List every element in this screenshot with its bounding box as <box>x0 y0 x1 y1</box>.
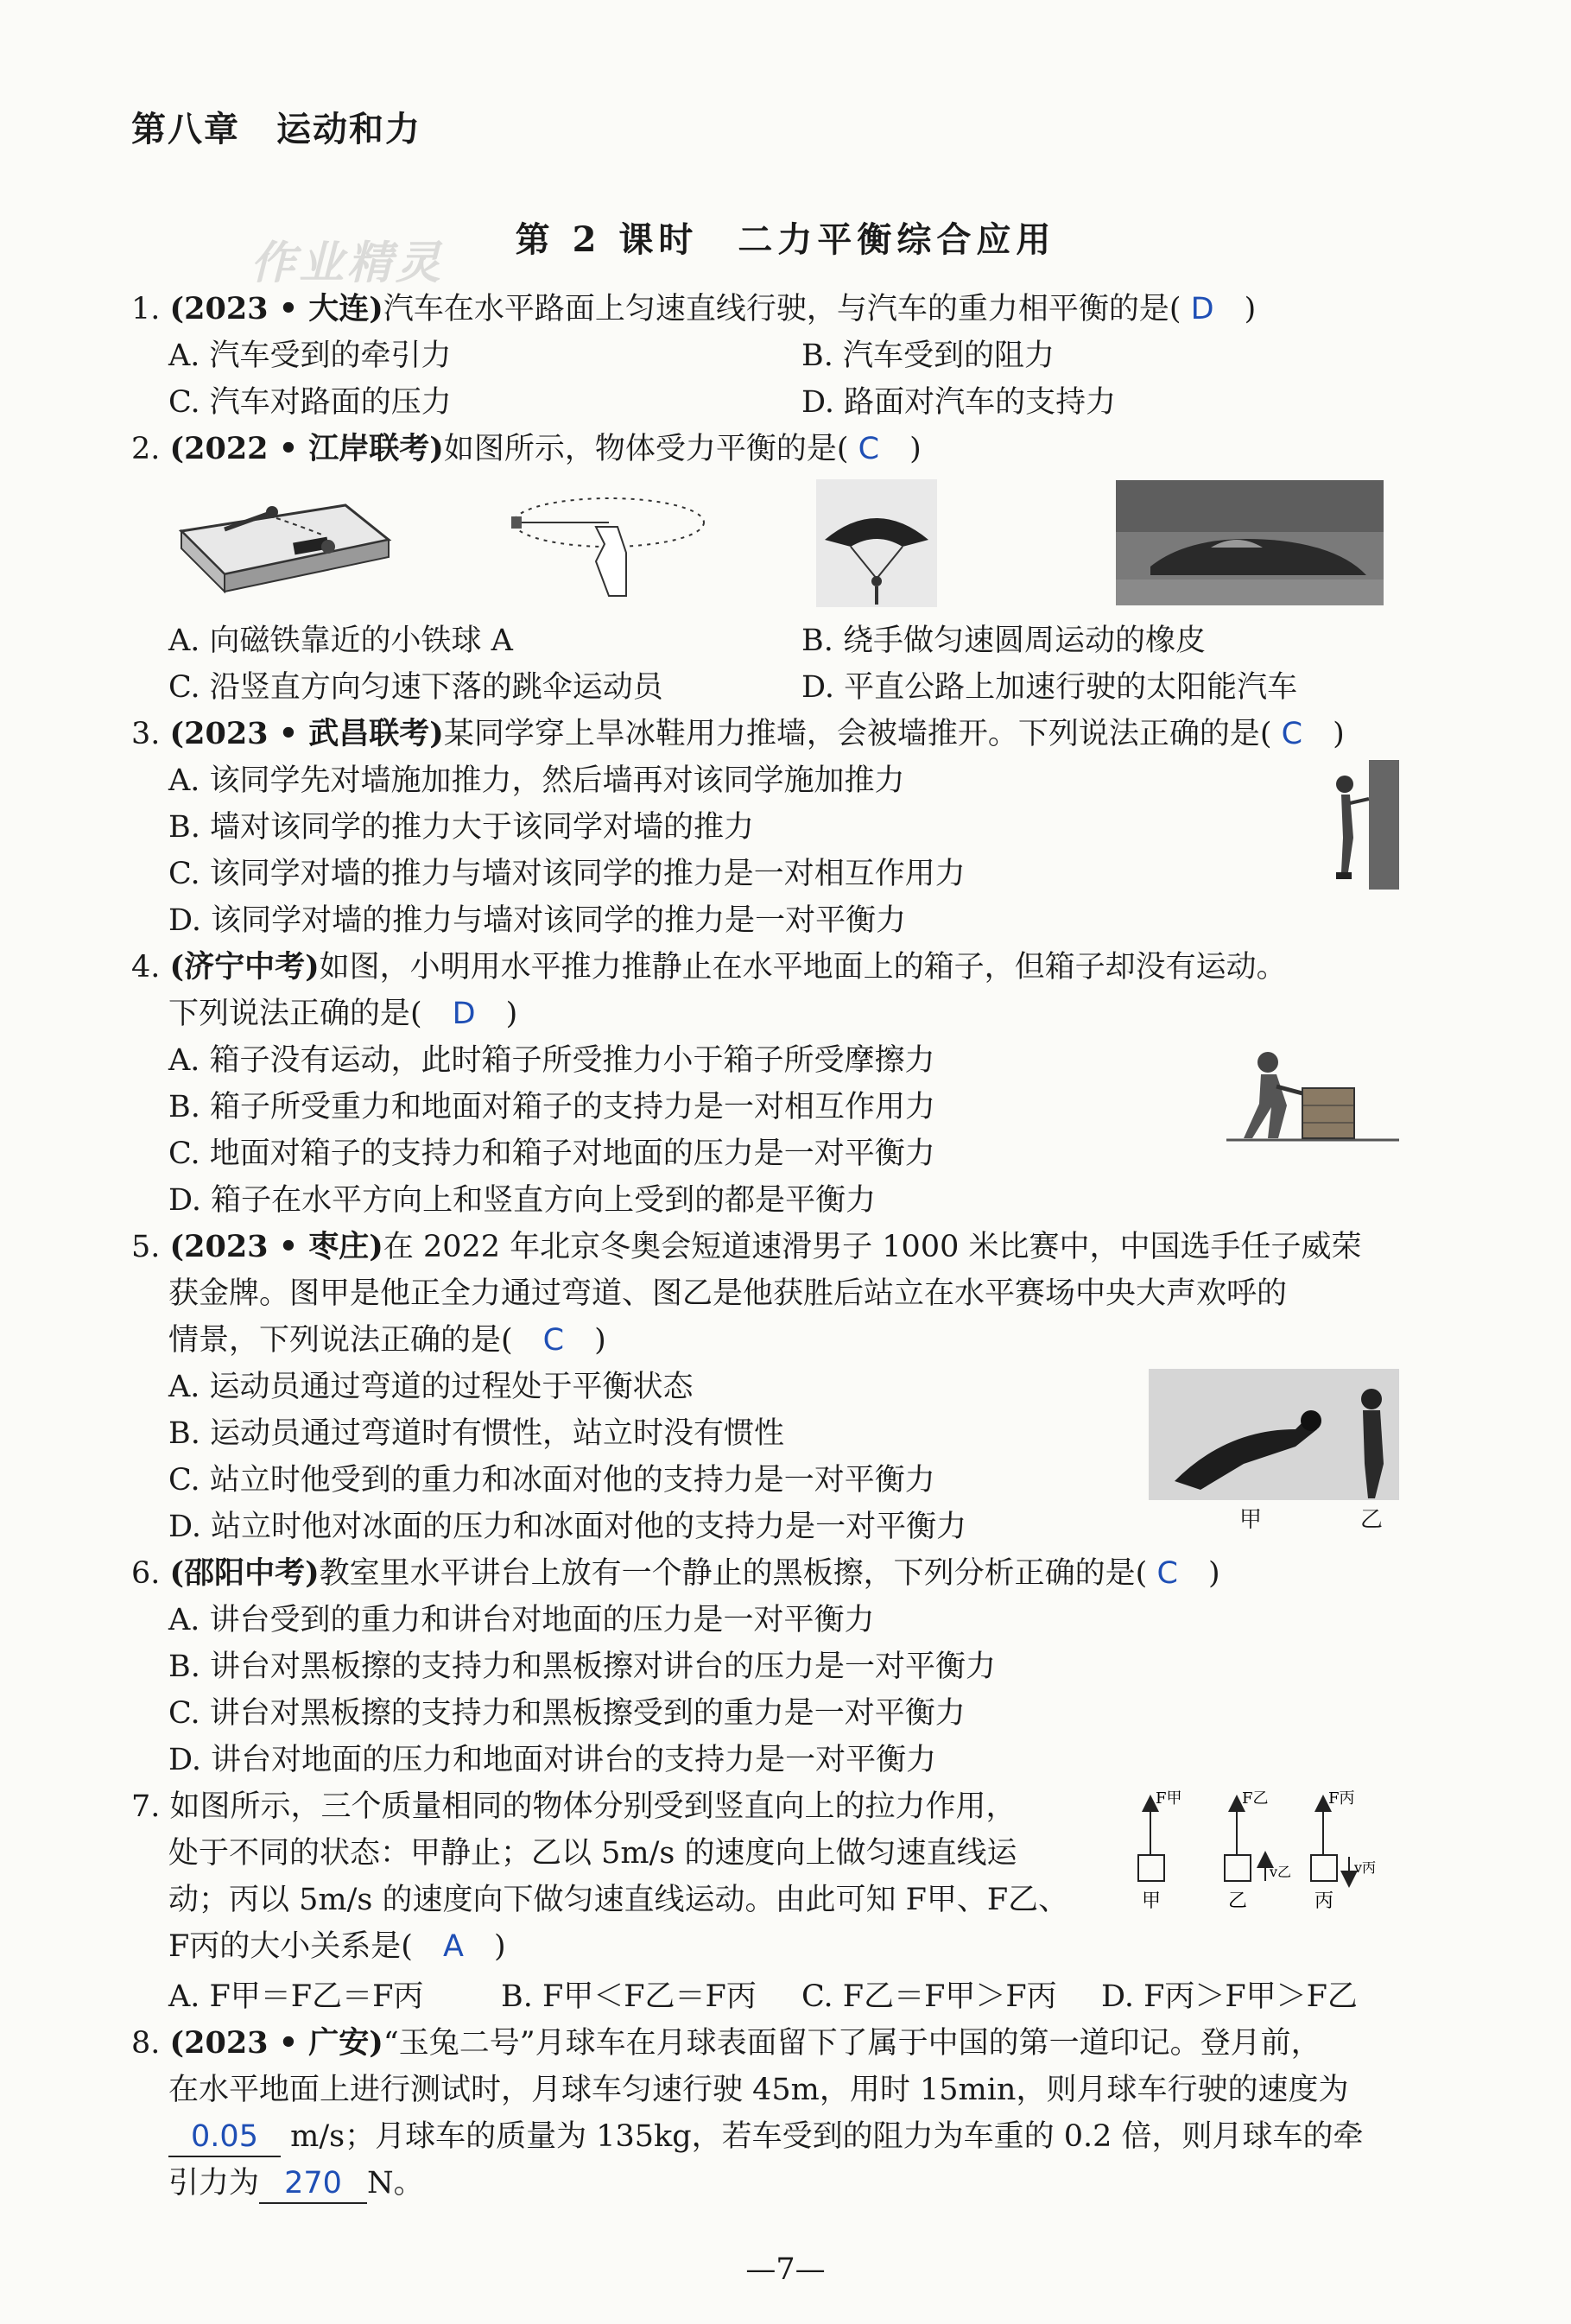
option-c: C. 沿竖直方向匀速下落的跳伞运动员 <box>168 670 663 705</box>
option-b: B. 绕手做匀速圆周运动的橡皮 <box>801 624 1206 658</box>
question-8-line4: 引力为 270 N。 <box>168 2164 424 2204</box>
option-a: A. 该同学先对墙施加推力，然后墙再对该同学施加推力 <box>168 763 905 798</box>
option-d: D. 平直公路上加速行驶的太阳能汽车 <box>801 670 1298 705</box>
fig-label-yi: 乙 <box>1228 1890 1248 1912</box>
parachutist-figure <box>816 479 937 607</box>
question-8-line3: 0.05 m/s；月球车的质量为 135kg，若车受到的阻力为车重的 0.2 倍，则月球车的牵 <box>168 2118 1364 2157</box>
option-c: C. 讲台对黑板擦的支持力和黑板擦受到的重力是一对平衡力 <box>168 1696 966 1731</box>
question-8: 8. (2023 • 广安)“玉兔二号”月球车在月球表面留下了属于中国的第一道印记。登月前， <box>131 2025 1321 2061</box>
answer: C <box>1281 717 1303 751</box>
question-4: 4. (济宁中考)如图，小明用水平推力推静止在水平地面上的箱子，但箱子却没有运动。 <box>131 949 1287 985</box>
question-7-line3: 动；丙以 5m/s 的速度向下做匀速直线运动。由此可知 F甲、F乙、 <box>168 1883 1069 1917</box>
option-d: D. 站立时他对冰面的压力和冰面对他的支持力是一对平衡力 <box>168 1510 967 1544</box>
push-wall-figure <box>1317 760 1399 890</box>
page-number: —7— <box>745 2252 826 2287</box>
answer: D <box>1190 292 1214 326</box>
question-4-line2: 下列说法正确的是( D ) <box>168 997 518 1031</box>
option-d: D. 路面对汽车的支持力 <box>801 385 1117 420</box>
option-c: C. F乙＝F甲＞F丙 <box>801 1979 1057 2014</box>
chapter-title: 第八章 运动和力 <box>131 110 421 149</box>
watermark: 作业精灵 <box>250 237 445 289</box>
force-diagram <box>1123 1786 1399 1928</box>
answer: D <box>452 997 476 1031</box>
force-label-bing: F丙 <box>1328 1789 1355 1808</box>
force-label-jia: F甲 <box>1156 1789 1182 1808</box>
option-d: D. 箱子在水平方向上和竖直方向上受到的都是平衡力 <box>168 1183 877 1218</box>
option-c: C. 地面对箱子的支持力和箱子对地面的压力是一对平衡力 <box>168 1137 935 1171</box>
option-a: A. 运动员通过弯道的过程处于平衡状态 <box>168 1370 694 1404</box>
push-box-figure <box>1226 1036 1399 1149</box>
figure-label-jia: 甲 <box>1239 1507 1263 1533</box>
option-a: A. F甲＝F乙＝F丙 <box>168 1979 424 2014</box>
circular-motion-figure <box>510 492 708 605</box>
option-a: A. 箱子没有运动，此时箱子所受推力小于箱子所受摩擦力 <box>168 1043 935 1078</box>
answer-blank-2[interactable]: 270 <box>259 2164 367 2204</box>
question-6: 6. (邵阳中考)教室里水平讲台上放有一个静止的黑板擦，下列分析正确的是( C ) <box>131 1555 1220 1591</box>
question-8-line2: 在水平地面上进行测试时，月球车匀速行驶 45m，用时 15min，则月球车行驶的速度为 <box>168 2073 1349 2107</box>
option-c: C. 该同学对墙的推力与墙对该同学的推力是一对相互作用力 <box>168 857 966 891</box>
figure-label-yi: 乙 <box>1360 1507 1384 1533</box>
option-c: C. 站立时他受到的重力和冰面对他的支持力是一对平衡力 <box>168 1463 935 1498</box>
force-label-yi: F乙 <box>1242 1789 1269 1808</box>
fig-label-jia: 甲 <box>1142 1890 1162 1912</box>
velocity-label-yi: v乙 <box>1270 1864 1292 1880</box>
option-b: B. 运动员通过弯道时有惯性，站立时没有惯性 <box>168 1416 784 1451</box>
option-a: A. 向磁铁靠近的小铁球 A <box>168 624 513 658</box>
answer: C <box>542 1323 565 1358</box>
question-3: 3. (2023 • 武昌联考)某同学穿上旱冰鞋用力推墙，会被墙推开。下列说法正确的是( C ) <box>131 716 1345 751</box>
solar-car-figure <box>1116 480 1384 605</box>
magnet-tray-figure <box>173 479 397 600</box>
option-b: B. 箱子所受重力和地面对箱子的支持力是一对相互作用力 <box>168 1090 935 1124</box>
option-a: A. 汽车受到的牵引力 <box>168 339 452 373</box>
question-7: 7. 如图所示，三个质量相同的物体分别受到竖直向上的拉力作用， <box>131 1789 1017 1824</box>
lesson-title: 第 2 课时 二力平衡综合应用 <box>515 219 1056 260</box>
question-1: 1. (2023 • 大连)汽车在水平路面上匀速直线行驶，与汽车的重力相平衡的是( D ) <box>131 291 1257 326</box>
option-a: A. 讲台受到的重力和讲台对地面的压力是一对平衡力 <box>168 1603 875 1637</box>
option-b: B. 讲台对黑板擦的支持力和黑板擦对讲台的压力是一对平衡力 <box>168 1650 996 1684</box>
answer: A <box>442 1929 464 1964</box>
question-5: 5. (2023 • 枣庄)在 2022 年北京冬奥会短道速滑男子 1000 米比赛中，中国选手任子威荣 <box>131 1229 1362 1264</box>
option-d: D. 该同学对墙的推力与墙对该同学的推力是一对平衡力 <box>168 903 907 938</box>
question-7-line2: 处于不同的状态：甲静止；乙以 5m/s 的速度向上做匀速直线运 <box>168 1836 1017 1871</box>
answer: C <box>1156 1556 1178 1591</box>
block-yi <box>1225 1803 1265 1881</box>
question-2: 2. (2022 • 江岸联考)如图所示，物体受力平衡的是( C ) <box>131 431 922 466</box>
fig-label-bing: 丙 <box>1314 1890 1334 1912</box>
block-bing <box>1311 1803 1349 1881</box>
option-b: B. 墙对该同学的推力大于该同学对墙的推力 <box>168 810 754 845</box>
skater-figure <box>1149 1369 1399 1500</box>
question-7-line4: F丙的大小关系是( A ) <box>168 1929 506 1964</box>
question-5-line3: 情景，下列说法正确的是( C ) <box>168 1323 606 1358</box>
answer: C <box>858 432 880 466</box>
option-b: B. F甲＜F乙＝F丙 <box>501 1979 757 2014</box>
option-b: B. 汽车受到的阻力 <box>801 339 1055 373</box>
block-jia <box>1138 1803 1164 1881</box>
velocity-label-bing: v丙 <box>1354 1859 1377 1876</box>
option-d: D. F丙＞F甲＞F乙 <box>1101 1979 1358 2014</box>
option-d: D. 讲台对地面的压力和地面对讲台的支持力是一对平衡力 <box>168 1743 937 1777</box>
answer-blank-1[interactable]: 0.05 <box>168 2118 281 2157</box>
option-c: C. 汽车对路面的压力 <box>168 385 452 420</box>
question-5-line2: 获金牌。图甲是他正全力通过弯道、图乙是他获胜后站立在水平赛场中央大声欢呼的 <box>168 1276 1288 1311</box>
